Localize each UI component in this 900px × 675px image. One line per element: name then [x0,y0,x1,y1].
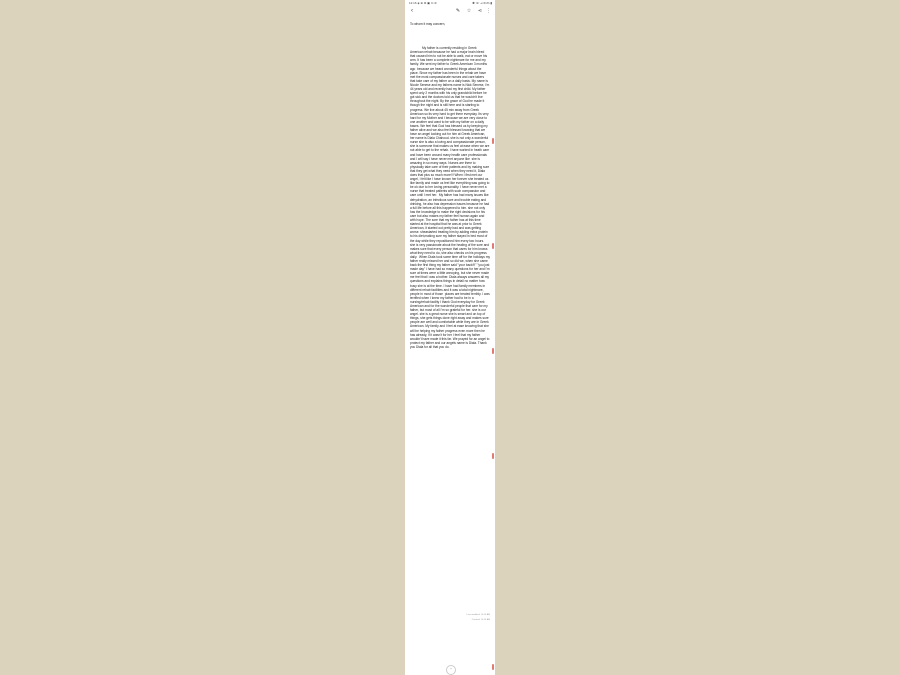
note-body: My father is currently residing in Greek American rehab because he had a major brain bleed that caused him to not be able to walk, eat or move his arm. It has been a complete nightmare for me and my family. We sent my father to Greek American 3 months ago because we heard wonderful things about the place. Since my father has been in the rehab we have met the most compassionate nurses and care takers that take care of my father on a daily basis. My name is Nicole Senese and my fathers name is Nick Senese, I'm 44 years old and recently had my first child. My father spent only 2 months with his only grandchild before he got sick and the doctors told us that he wouldn't live throughout the night. By the grace of God he made it though the night and is still here and is starting to progress. We live about 45 min away from Greek American so its very hard to get there everyday. Its very hard for my Mother and I because we are very close to one another and want to be with my father on a daily bases. We feel that God has blessed us by keeping my father alive and we also feel blessed knowing that we have an angel looking out for him at Greek American, her name is Diala Chahoud. she is not only a wonderful nurse she is also a loving and compassionate person, she is someone that makes us feel at ease when we are not able to get to the rehab. I have worked in heath care and have been around many health care professionals and I will say I have never met anyone like she is amazing in so many ways. Nurses are there to physically take care of their patients and by making sure that they get what they need when they need it, Diala does that plus so much more!!! When I first met our angel, I felt like I have known her forever she treated us like family and made us feel like everything was going to be ok due to her loving personality. I have never met a nurse that treated patients with such compassion and care until I met her. My father has had many issues like dehydration, an infectious sore and trouble eating and drinking, he also has depression issues because he had a full life before all this happened to him. she not only has the knowledge to make the right decisions for his care but also makes my father feel human again and with hope. The sore that my father has at this time started at the hospital that he was at prior to Greek American, it started out pretty bad and was getting worse. sheastarted treating him by adding extra protein to his diet,making sure my father stayed in bed most of the day while they repositioned him every two hours. she is very passionate about the healing of the sore and makes sure that every person that cares for him knows what they need to do, she also checks on his progress daily. When Diala took some time off for the holidays my father really missed her and so did we, when she came back the first thing my father said "your back!!!" "you just made day" I have had so many questions for her and I'm sure at times were a little annoying, but she never made me feel that I was a bother. Diala always answers all my questions and explains things in detail no matter how busy she is at the time. I have had family members in different rehab facilities and it was a total nightmare, people in most of those places are treated terribly. I was terrified when I knew my father had to be in a nursing/rehab facility I thank God everyday for Greek American and for the wonderful people that care for my father, but most of all I'm so grateful for her. she is our angel. she is a great nurse she is smart and on top of things, she gets things done right away and makes sure people are well and comfortable while they are in Greek American. My family and I feel at ease knowing that she will be helping my father progress even more then he has already, if it wasn't for her I feel that my father wouldn't have made it this far. We prayed for an angel to protect my father and our angels name is Diala. Thank you Diala for all that you do. [410,46,491,349]
scroll-marker[interactable] [492,453,494,459]
edit-pencil-icon[interactable]: ✎ [455,8,461,14]
phone-screen [405,0,495,675]
scroll-marker[interactable] [492,138,494,144]
status-time: 12:16 ◈ ⊕ ⊗ ▣ ⊡ ⊘ [409,1,437,5]
more-options-icon[interactable]: ⋮ [486,8,491,14]
scroll-marker[interactable] [492,348,494,354]
scroll-marker[interactable] [492,243,494,249]
scroll-to-top-button[interactable] [446,665,456,675]
scroll-marker[interactable] [492,664,494,670]
note-metadata [467,613,490,623]
last-modified-label: Last modified: 10:14 AM [466,614,490,616]
favorite-star-icon[interactable]: ☆ [466,8,472,14]
status-indicators: ✱ ☏ ⊿ 61% ▮ [472,1,492,5]
note-greeting: To whom it may concern, [410,22,446,26]
note-content[interactable] [410,22,490,349]
chevron-up-icon: ⌃ [449,667,453,672]
note-toolbar [405,6,495,16]
share-icon[interactable]: ⋖ [477,8,483,14]
created-label: Created: 10:14 AM [471,619,490,621]
back-arrow-icon[interactable]: ‹ [411,8,413,14]
